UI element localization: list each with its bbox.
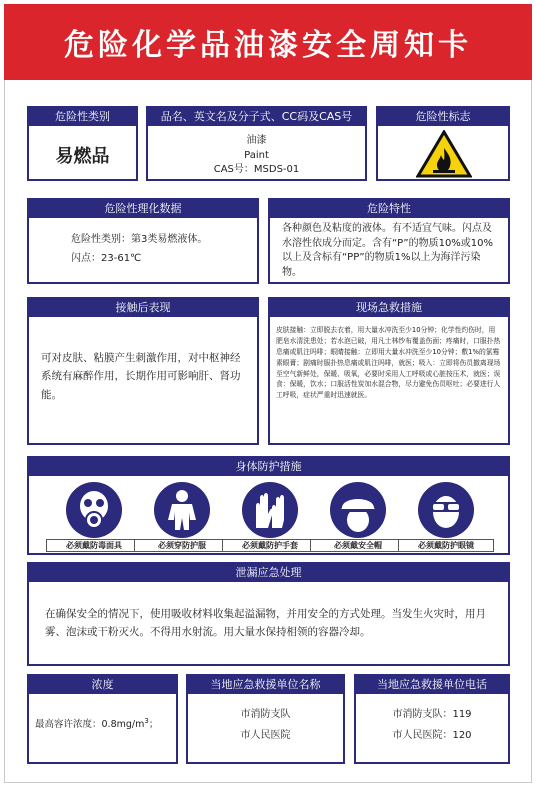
concentration-sup: 3 <box>144 717 149 725</box>
ppe-label-1: 必须戴防毒面具 <box>46 539 142 552</box>
card-title: 危险化学品油漆安全周知卡 <box>4 4 532 80</box>
leak-text: 在确保安全的情况下，使用吸收材料收集起溢漏物，并用安全的方式处理。当发生火灾时，用月雾、泡沫或干粉灭火。不得用水射流。用大量水保持相领的容器冷却。 <box>45 608 486 638</box>
cas-number: CAS号：MSDS-01 <box>213 164 300 175</box>
hazard-sign-header: 危险性标志 <box>378 108 508 126</box>
physchem-box <box>27 198 259 284</box>
first-aid-header: 现场急救措施 <box>270 299 508 317</box>
rescue-phones-box <box>354 674 510 764</box>
product-name-cn: 油漆 <box>246 135 267 146</box>
hazard-props-box <box>268 198 510 284</box>
hazard-sign-box <box>376 106 510 181</box>
concentration-box <box>27 674 178 764</box>
exposure-text: 可对皮肤、粘膜产生刺激作用，对中枢神经系统有麻醉作用，长期作用可影响肝、肾功能。 <box>41 352 241 401</box>
concentration-header: 浓度 <box>29 676 176 694</box>
leak-header: 泄漏应急处理 <box>29 564 508 582</box>
protective-suit-icon <box>154 482 210 538</box>
ppe-label-4: 必须戴安全帽 <box>310 539 406 552</box>
physchem-header: 危险性理化数据 <box>29 200 257 218</box>
concentration-label: 最高容许浓度：0.8mg/m <box>35 719 145 731</box>
concentration-value <box>29 694 176 732</box>
hazard-class-box <box>27 106 138 181</box>
rescue-phone-2: 市人民医院：120 <box>392 730 472 741</box>
rescue-unit-1: 市消防支队 <box>240 709 291 720</box>
physchem-line-2: 闪点：23-61℃ <box>71 253 142 264</box>
rescue-unit-2: 市人民医院 <box>240 730 291 741</box>
product-name-en: Paint <box>244 149 269 161</box>
exposure-header: 接触后表现 <box>29 299 257 317</box>
hazard-props-header: 危险特性 <box>270 200 508 218</box>
rescue-phones-header: 当地应急救援单位电话 <box>356 676 508 694</box>
rescue-units-header: 当地应急救援单位名称 <box>188 676 343 694</box>
flammable-warning-icon <box>416 130 472 178</box>
identity-header: 品名、英文名及分子式、CC码及CAS号 <box>148 108 365 126</box>
rescue-units-box <box>186 674 345 764</box>
gas-mask-icon <box>66 482 122 538</box>
exposure-box <box>27 297 259 445</box>
identity-box <box>146 106 367 181</box>
leak-box <box>27 562 510 666</box>
hazard-class-value: 易燃品 <box>55 146 110 167</box>
goggles-icon <box>418 482 474 538</box>
ppe-header: 身体防护措施 <box>29 458 508 476</box>
first-aid-text: 皮肤接触：立即脱去衣着，用大量水冲洗至少10分钟；化学性灼伤时，用肥皂水清洗患处；若水泡已破，用凡士林纱布覆盖伤面；疼痛时，口服扑热息痛或肌注吗啡；眼睛接触：立即用大量水冲洗至少10分钟；敷1%的氯霉素眼膏；剧痛时服扑热息痛或肌注吗啡，就医；吸入：立即将伤员撤离现场至空气新鲜处，保暖、吸氧，必要时采用人工呼吸或心脏按压术，就医；误食：保暖，饮水；口服活性炭加水混合物，尽力避免伤员呕吐；必要进行人工呼吸，症状严重时迅速就医。 <box>276 326 501 400</box>
hazard-props-text: 各种颜色及粘度的液体。有不适宜气味。闪点及水溶性依成分而定。含有“P”的物质10%或10%以上及含标有“PP”的物质1%以上为海洋污染物。 <box>282 223 494 278</box>
concentration-tail: ； <box>148 719 159 731</box>
ppe-box <box>27 456 510 555</box>
helmet-icon <box>330 482 386 538</box>
gloves-icon <box>242 482 298 538</box>
ppe-label-5: 必须戴防护眼镜 <box>398 539 494 552</box>
ppe-label-3: 必须戴防护手套 <box>222 539 318 552</box>
ppe-label-2: 必须穿防护服 <box>134 539 230 552</box>
physchem-line-1: 危险性类别：第3类易燃液体。 <box>71 234 208 245</box>
rescue-phone-1: 市消防支队：119 <box>392 709 472 720</box>
hazard-class-header: 危险性类别 <box>29 108 136 126</box>
first-aid-box <box>268 297 510 445</box>
